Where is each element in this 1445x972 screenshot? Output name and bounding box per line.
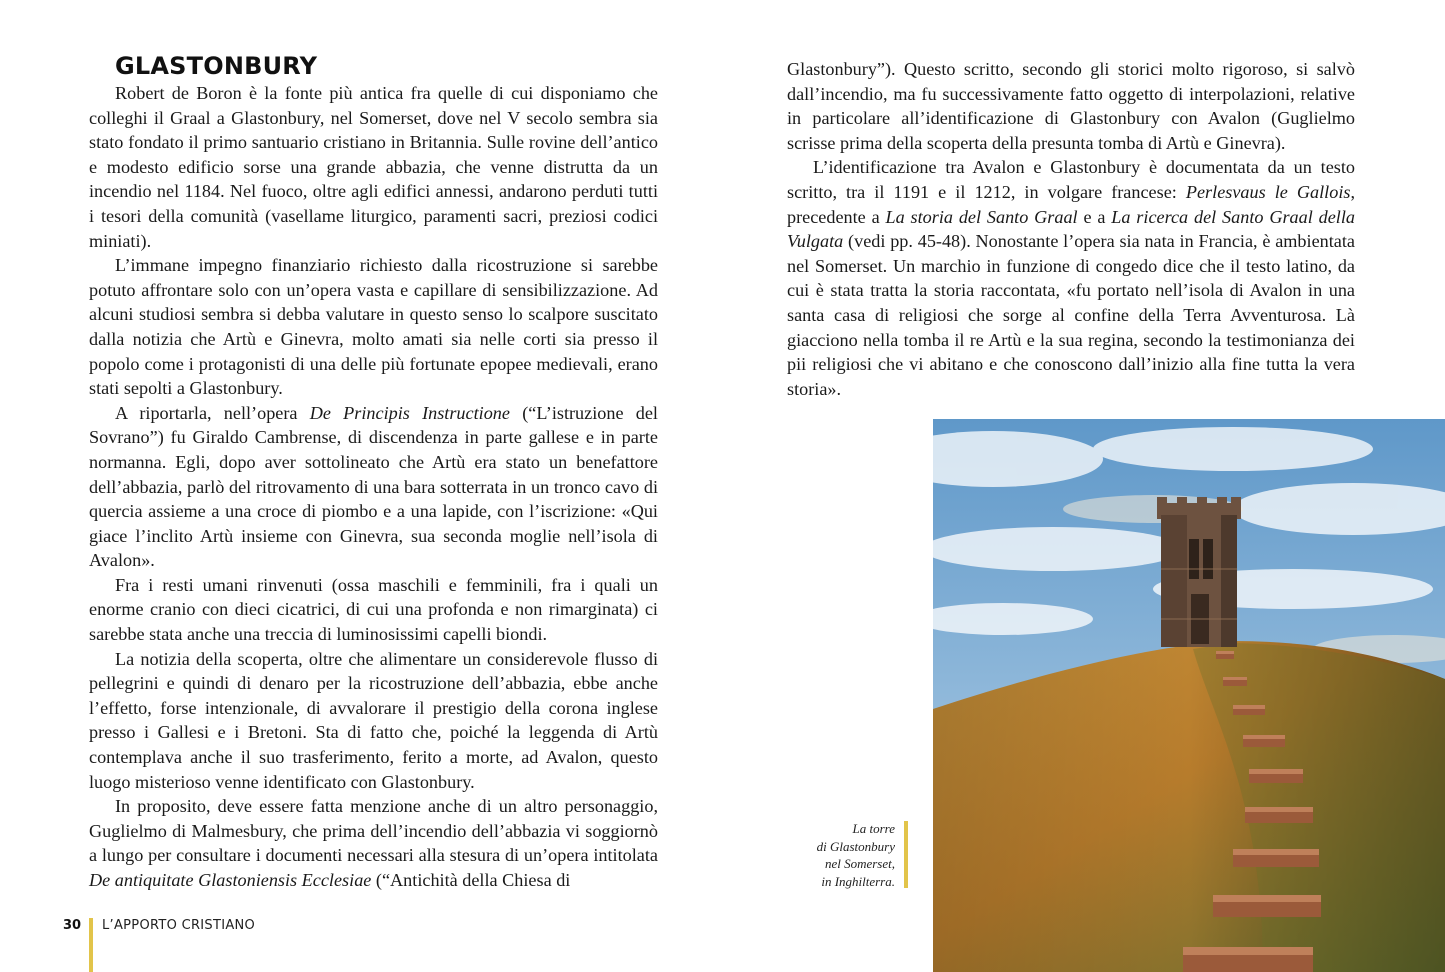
italic-title: Perlesvaus le Gallois [1185,181,1351,202]
left-paragraph: La notizia della scoperta, oltre che alimentare un considerevole flusso di pellegrini e quindi di denaro per la ricostruzione dell’abbazia, ebbe anche l’effetto, forse intenzionale, di avvalorare il prestigio della corona inglese presso i Gallesi e i Bretoni. Sta di fatto che, poiché la leggenda di Artù contemplava anche il suo trasferimento, ferito a morte, ad Avalon, questo luogo misterioso venne identificato con Glastonbury. [89,648,658,792]
italic-title: De antiquitate Glastoniensis Ecclesiae [89,870,372,890]
left-paragraph: In proposito, deve essere fatta menzione anche di un altro personaggio, Guglielmo di Malmesbury, che prima dell’incendio dell’abbazia vi soggiornò a lungo per consultare i documenti necessari alla stesura di un’opera intitolata De antiquitate Glastoniensis Ecclesiae (“Antichità della Chiesa di [89,796,658,890]
left-paragraph: Robert de Boron è la fonte più antica fra quelle di cui disponiamo che colleghi il Graal a Glastonbury, nel Somerset, dove nel V secolo sembra sia stato fondato il primo santuario cristiano in Britannia. Sulle rovine dell’antico e modesto edificio sorse una grande abbazia, che venne distrutta da un incendio nel 1184. Nel fuoco, oltre agli edifici annessi, andarono perduti tutti i tesori della comunità (vasellame liturgico, paramenti sacri, preziosi codici miniati). [89,83,658,251]
glastonbury-tor-photo [933,419,1445,972]
caption-line: La torre [852,821,895,836]
italic-title: De Principis Instructione [309,402,510,423]
caption-line: nel Somerset, [824,856,895,871]
section-heading: GLASTONBURY [115,52,318,80]
caption-accent-bar [904,821,908,888]
italic-title: La ricerca del Santo Graal della Vulgata [787,206,1355,252]
italic-title: La storia del Santo Graal [885,206,1078,227]
right-paragraph: Glastonbury”). Questo scritto, secondo gli storici molto rigoroso, si salvò dall’incendio, ma fu successivamente fatto oggetto di interpolazioni, relative in particolare all’identificazione di Glastonbury con Avalon (Guglielmo scrisse prima della scoperta della presunta tomba di Artù e Ginevra). [787,59,1355,153]
left-paragraph: A riportarla, nell’opera De Principis Instructione (“L’istruzione del Sovrano”) fu Giraldo Cambrense, di discendenza in parte gallese e in parte normanna. Egli, dopo aver sottolineato che Artù era stato un benefattore dell’abbazia, parlò del ritrovamento di una bara sotterrata in un tronco cavo di quercia assieme a una croce di piombo e a una lapide, con l’iscrizione: «Qui giace l’inclito Artù insieme con Ginevra, sua seconda moglie nell’isola di Avalon». [89,402,658,571]
left-paragraph: Fra i resti umani rinvenuti (ossa maschili e femminili, fra i quali un enorme cranio con dieci cicatrici, di cui una profonda e non rimarginata) ci sarebbe stata anche una treccia di luminosissimi capelli biondi. [89,574,658,645]
footer-accent-bar [89,918,93,972]
photo-caption [770,820,895,890]
caption-line: di Glastonbury [816,838,895,854]
left-text-column [89,81,658,893]
running-title: L’APPORTO CRISTIANO [102,918,256,933]
caption-line: in Inghilterra. [821,873,895,889]
right-text-column [787,57,1355,401]
page-number: 30 [63,918,82,933]
left-paragraph: L’immane impegno finanziario richiesto dalla ricostruzione si sarebbe potuto affrontare solo con un’opera vasta e capillare di sensibilizzazione. Ad alcuni studiosi sembra si debba valutare in questo senso lo scalpore suscitato dalla notizia che Artù e Ginevra, molto amati sia nelle corti sia presso il popolo come i protagonisti di una delle più fortunate epopee medievali, erano stati sepolti a Glastonbury. [89,255,658,399]
right-paragraph: L’identificazione tra Avalon e Glastonbury è documentata da un testo scritto, tra il 1191 e il 1212, in volgare francese: Perlesvaus le Gallois, precedente a La storia del Santo Graal e a La ricerca del Santo Graal della Vulgata (vedi pp. 45-48). Nonostante l’opera sia nata in Francia, è ambientata nel Somerset. Un marchio in funzione di congedo dice che il testo latino, da cui è stata tratta la storia raccontata, «fu portato nell’isola di Avalon in una santa casa di religiosi che sorge al confine della Terra Avventurosa. Là giacciono nella tomba il re Artù e la sua regina, secondo la testimonianza dei pii religiosi che vi abitano e che conoscono dall’inizio alla fine tutta la vera storia». [787,157,1355,399]
